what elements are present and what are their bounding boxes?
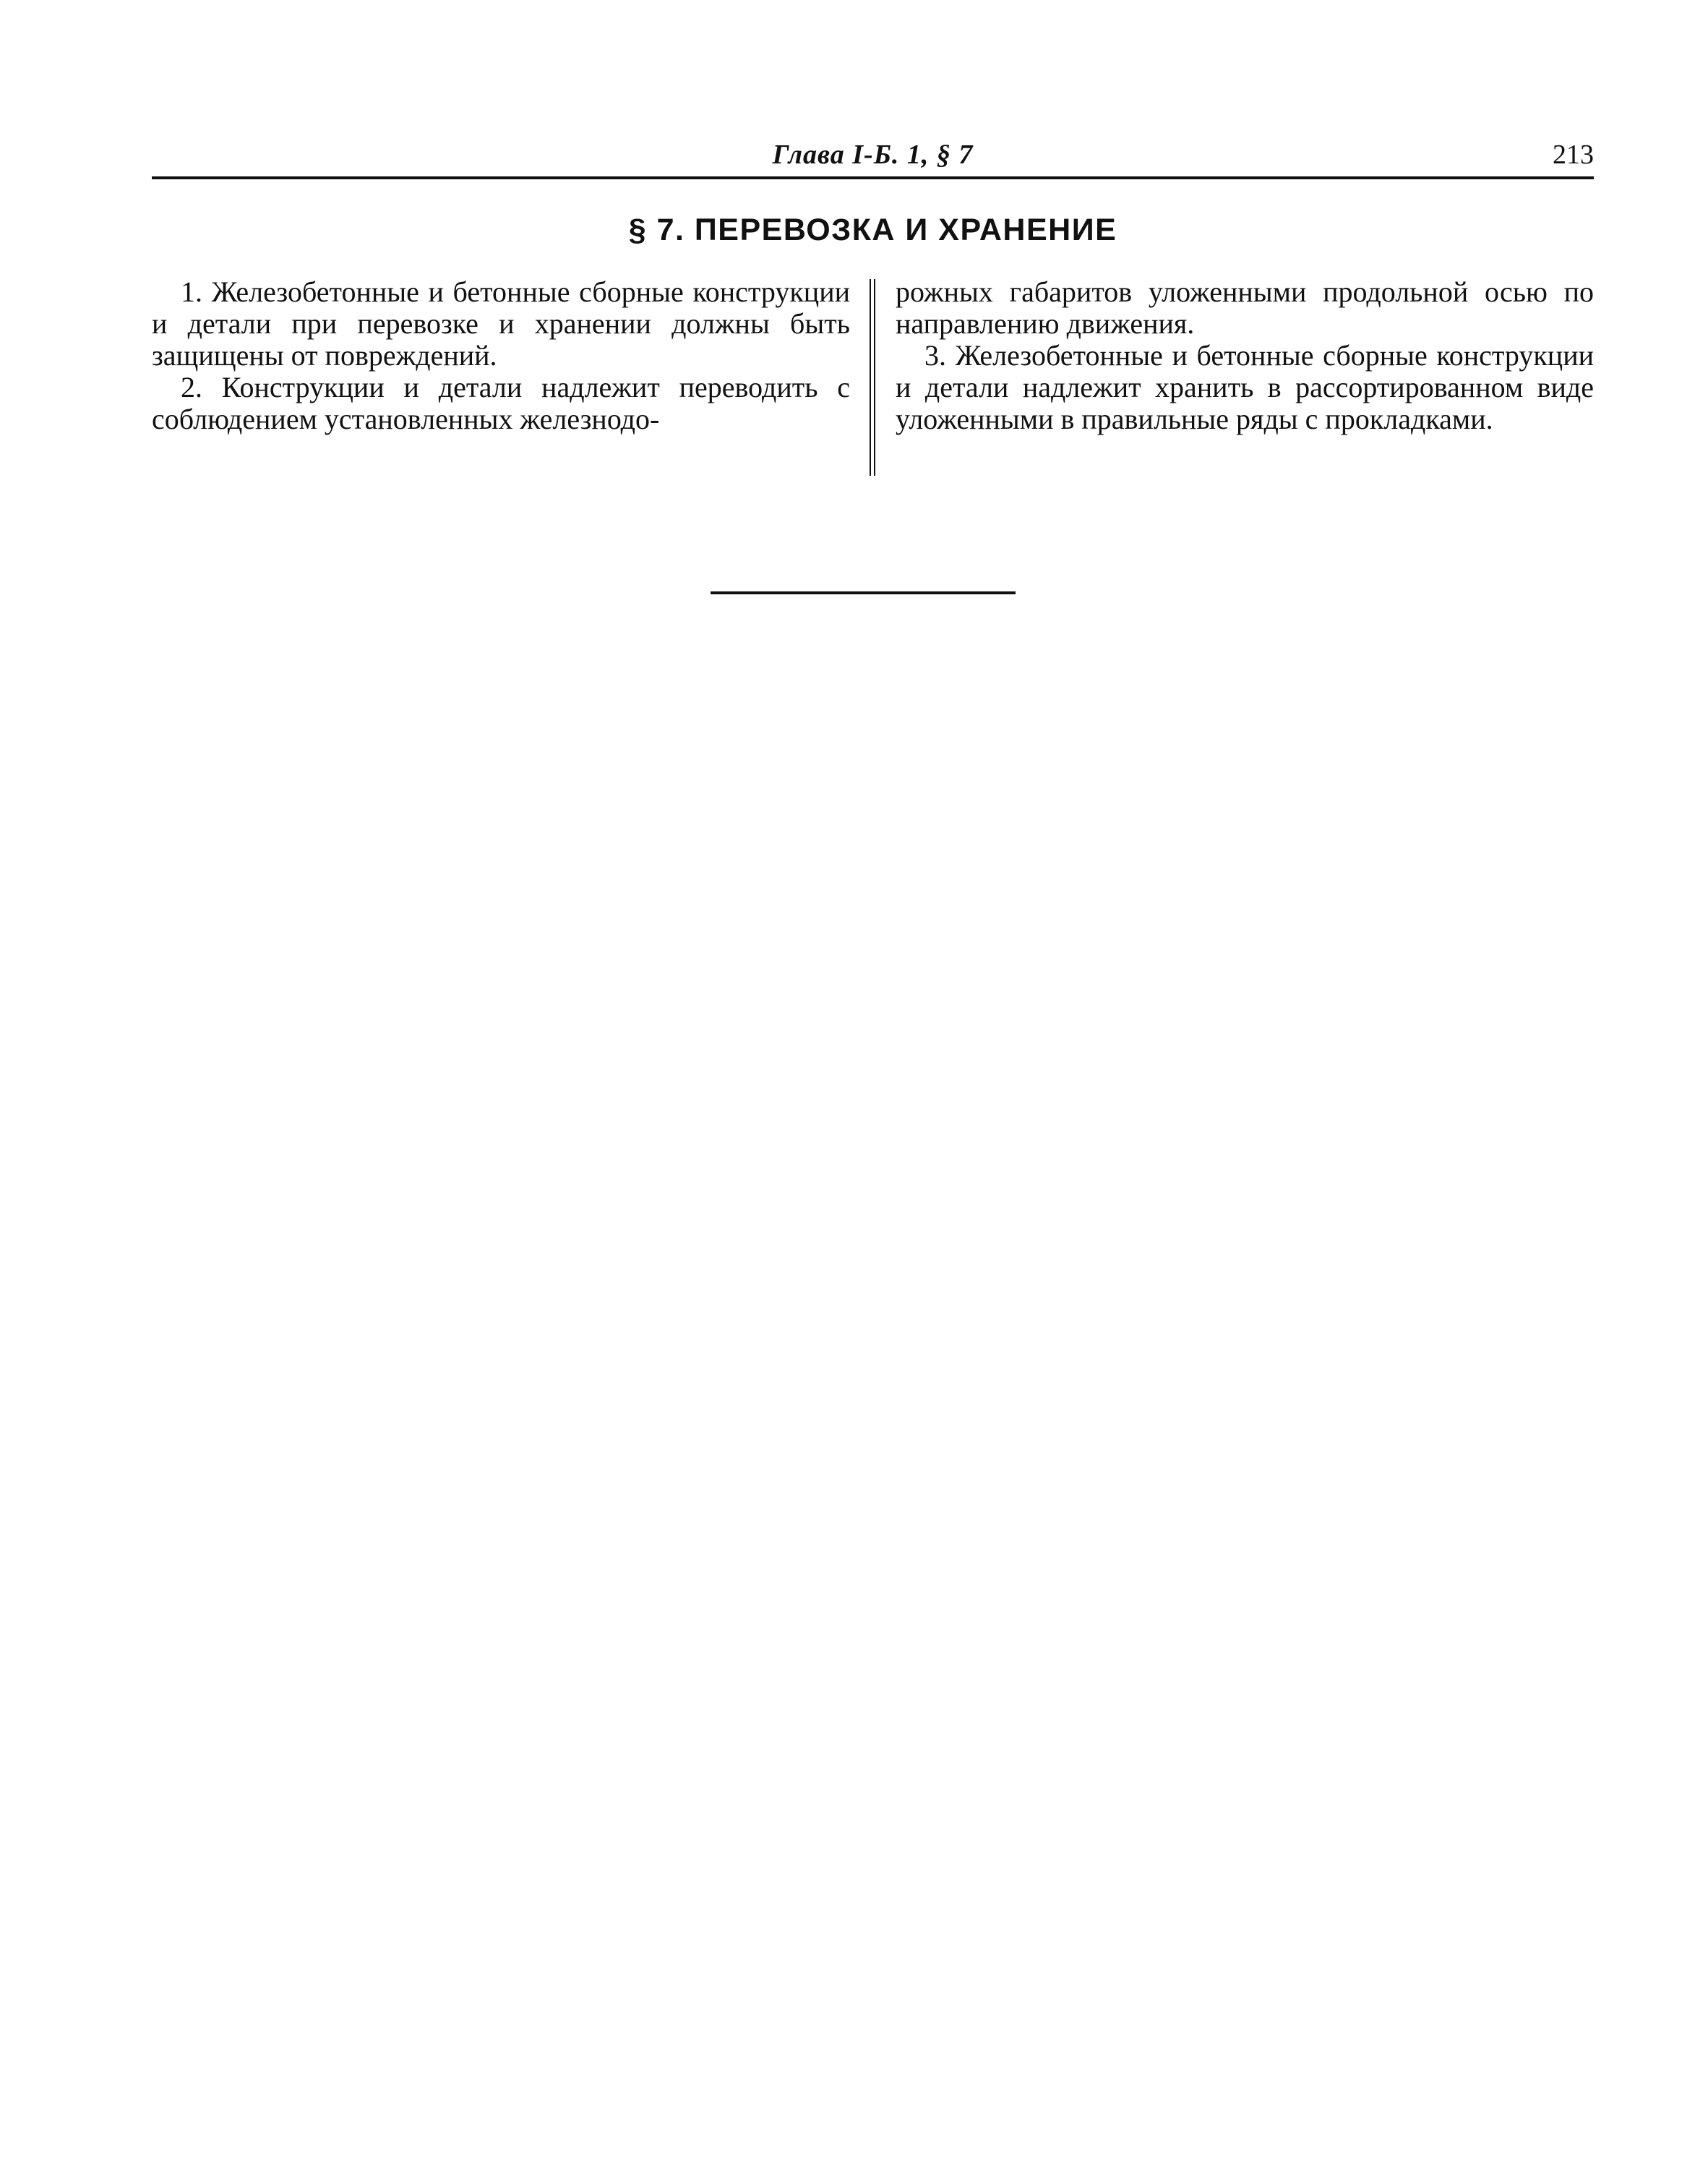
left-column — [152, 276, 850, 435]
paragraph-item-3: 3. Железобетонные и бетонные сборные конструкции и детали надлежит хранить в рассортированном виде уложенными в правильные ряды с прокладками. — [896, 339, 1594, 435]
paragraph-item-2: 2. Конструкции и детали надлежит переводить с соблюдением установленных железнодо- — [152, 371, 850, 435]
paragraph-item-1: 1. Железобетонные и бетонные сборные конструкции и детали при перевозке и хранении должны быть защищены от повреждений. — [152, 275, 850, 372]
text-columns — [152, 276, 1594, 435]
header-rule — [152, 176, 1594, 179]
double-rule — [870, 279, 875, 476]
end-rule — [711, 591, 1016, 594]
column-divider — [850, 276, 896, 435]
running-head — [152, 134, 1594, 175]
section-title: § 7. ПЕРЕВОЗКА И ХРАНЕНИЕ — [628, 213, 1117, 247]
running-title: Глава I-Б. 1, § 7 — [772, 140, 974, 170]
paragraph-item-2-continuation: рожных габаритов уложенными продольной осью по направлению движения. — [896, 275, 1594, 340]
page-number: 213 — [1553, 140, 1594, 170]
right-column — [896, 276, 1594, 435]
